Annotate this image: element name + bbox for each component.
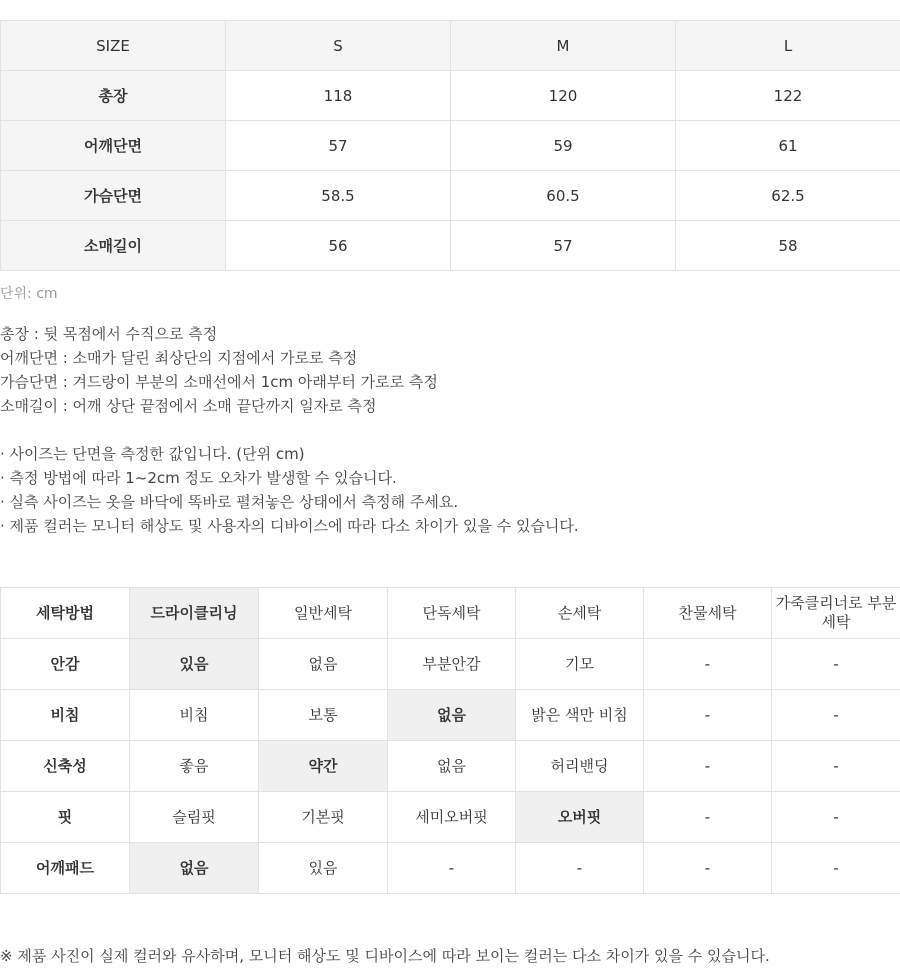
table-cell: 61 xyxy=(676,121,900,171)
size-header-m: M xyxy=(451,21,676,71)
row-label: 비침 xyxy=(1,690,130,741)
measurement-note: 소매길이 : 어깨 상단 끝점에서 소매 끝단까지 일자로 측정 xyxy=(0,397,377,415)
table-cell: - xyxy=(516,843,644,894)
table-cell: 57 xyxy=(226,121,451,171)
size-header-cell: SIZE xyxy=(1,21,226,71)
table-cell: 찬물세탁 xyxy=(644,588,772,639)
size-header-s: S xyxy=(226,21,451,71)
table-cell: 밝은 색만 비침 xyxy=(516,690,644,741)
selected-cell: 약간 xyxy=(259,741,388,792)
table-cell: 세미오버핏 xyxy=(388,792,516,843)
table-cell: 122 xyxy=(676,71,900,121)
table-cell: 56 xyxy=(226,221,451,271)
table-cell: - xyxy=(772,792,900,843)
row-label: 소매길이 xyxy=(1,221,226,271)
table-cell: - xyxy=(644,741,772,792)
table-cell: - xyxy=(644,639,772,690)
table-cell: 기본핏 xyxy=(259,792,388,843)
table-cell: 62.5 xyxy=(676,171,900,221)
table-cell: 없음 xyxy=(259,639,388,690)
measurement-note: 총장 : 뒷 목점에서 수직으로 측정 xyxy=(0,325,218,343)
table-row xyxy=(1,690,900,741)
table-cell: 비침 xyxy=(130,690,259,741)
table-row xyxy=(1,221,900,271)
selected-cell: 오버핏 xyxy=(516,792,644,843)
row-label: 총장 xyxy=(1,71,226,121)
table-cell: 59 xyxy=(451,121,676,171)
table-cell: 부분안감 xyxy=(388,639,516,690)
table-cell: - xyxy=(644,843,772,894)
table-row xyxy=(1,121,900,171)
table-cell: 없음 xyxy=(388,741,516,792)
selected-cell: 없음 xyxy=(130,843,259,894)
row-label: 가슴단면 xyxy=(1,171,226,221)
table-cell: - xyxy=(772,843,900,894)
table-cell: 58 xyxy=(676,221,900,271)
table-cell: 60.5 xyxy=(451,171,676,221)
row-label: 신축성 xyxy=(1,741,130,792)
size-chart-header-row xyxy=(1,21,900,71)
table-cell: - xyxy=(772,639,900,690)
table-row xyxy=(1,639,900,690)
table-row xyxy=(1,171,900,221)
selected-cell: 드라이클리닝 xyxy=(130,588,259,639)
table-cell: - xyxy=(388,843,516,894)
bullet-note: · 실측 사이즈는 옷을 바닥에 똑바로 펼쳐놓은 상태에서 측정해 주세요. xyxy=(0,493,459,511)
size-header-l: L xyxy=(676,21,900,71)
measurement-note: 어깨단면 : 소매가 달린 최상단의 지점에서 가로로 측정 xyxy=(0,349,358,367)
bullet-note: · 사이즈는 단면을 측정한 값입니다. (단위 cm) xyxy=(0,445,305,463)
table-cell: 보통 xyxy=(259,690,388,741)
table-row xyxy=(1,843,900,894)
table-cell: - xyxy=(644,690,772,741)
bullet-notes xyxy=(0,442,579,538)
selected-cell: 없음 xyxy=(388,690,516,741)
table-row xyxy=(1,741,900,792)
row-label: 세탁방법 xyxy=(1,588,130,639)
table-cell: - xyxy=(644,792,772,843)
size-chart-table xyxy=(0,20,900,271)
table-cell: 허리밴딩 xyxy=(516,741,644,792)
row-label: 어깨패드 xyxy=(1,843,130,894)
footer-note: ※ 제품 사진이 실제 컬러와 유사하며, 모니터 해상도 및 디바이스에 따라 보이는 컬러는 다소 차이가 있을 수 있습니다. xyxy=(0,947,770,965)
table-cell: 57 xyxy=(451,221,676,271)
table-cell: 기모 xyxy=(516,639,644,690)
table-cell: 단독세탁 xyxy=(388,588,516,639)
bullet-note: · 측정 방법에 따라 1~2cm 정도 오차가 발생할 수 있습니다. xyxy=(0,469,397,487)
row-label: 핏 xyxy=(1,792,130,843)
measurement-note: 가슴단면 : 겨드랑이 부분의 소매선에서 1cm 아래부터 가로로 측정 xyxy=(0,373,438,391)
bullet-note: · 제품 컬러는 모니터 해상도 및 사용자의 디바이스에 따라 다소 차이가 있을 수 있습니다. xyxy=(0,517,579,535)
table-cell: 58.5 xyxy=(226,171,451,221)
table-row xyxy=(1,71,900,121)
row-label: 어깨단면 xyxy=(1,121,226,171)
table-row xyxy=(1,792,900,843)
care-info-table xyxy=(0,587,900,894)
table-cell: 슬림핏 xyxy=(130,792,259,843)
selected-cell: 있음 xyxy=(130,639,259,690)
row-label: 안감 xyxy=(1,639,130,690)
table-cell: 120 xyxy=(451,71,676,121)
table-cell: - xyxy=(772,690,900,741)
table-cell: 118 xyxy=(226,71,451,121)
table-cell: - xyxy=(772,741,900,792)
table-cell: 있음 xyxy=(259,843,388,894)
table-row xyxy=(1,588,900,639)
measurement-notes xyxy=(0,322,438,418)
table-cell: 일반세탁 xyxy=(259,588,388,639)
table-cell: 가죽클리너로 부분세탁 xyxy=(772,588,900,639)
unit-label: 단위: cm xyxy=(0,286,58,302)
table-cell: 손세탁 xyxy=(516,588,644,639)
table-cell: 좋음 xyxy=(130,741,259,792)
